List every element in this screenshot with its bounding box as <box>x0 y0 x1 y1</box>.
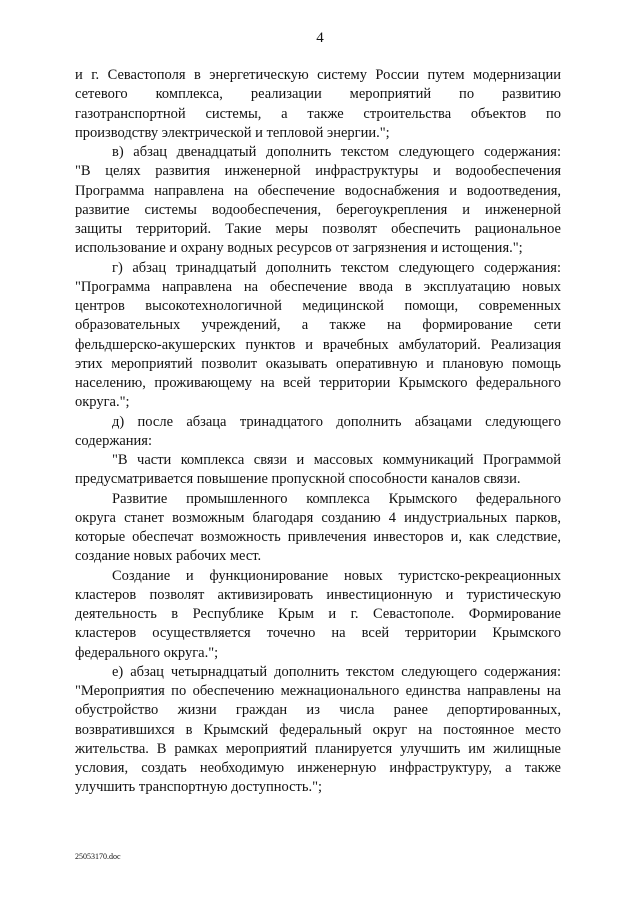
text-line: г) абзац тринадцатый дополнить текстом следующего содержания: <box>112 259 561 276</box>
text-line: жительства. В рамках мероприятий планируется улучшить им жилищные <box>75 740 561 757</box>
text-line: Программа направлена на обеспечение водоснабжения и водоотведения, <box>75 182 561 199</box>
paragraph <box>75 490 561 567</box>
text-line: федерального округа."; <box>75 644 219 661</box>
text-line: "В части комплекса связи и массовых коммуникаций Программой <box>112 452 561 468</box>
document-filename: 25053170.doc <box>75 852 121 861</box>
text-line: предусматривается повышение пропускной способности каналов связи. <box>75 471 521 488</box>
text-line: кластеров осуществляется точечно на всей территории Крымского <box>75 625 561 642</box>
text-line: в) абзац двенадцатый дополнить текстом следующего содержания: <box>112 144 561 160</box>
text-line: развитие системы водообеспечения, берегоукрепления и инженерной <box>75 201 561 218</box>
paragraph <box>75 567 561 663</box>
text-line: этих мероприятий позволит оказывать оперативную и плановую помощь <box>75 355 561 372</box>
paragraph <box>75 413 561 452</box>
text-line: округа."; <box>75 394 130 411</box>
text-line: округа станет возможным благодаря созданию 4 индустриальных парков, <box>75 509 561 526</box>
paragraph <box>75 66 561 143</box>
text-line: деятельность в Республике Крым и г. Севастополе. Формирование <box>75 606 561 622</box>
text-line: фельдшерско-акушерских пунктов и врачебных амбулаторий. Реализация <box>75 336 561 353</box>
text-line: "Мероприятия по обеспечению межнационального единства направлены на <box>75 683 561 699</box>
text-line: условия, создать необходимую инженерную инфраструктуру, а также <box>75 760 561 776</box>
text-line: "Программа направлена на обеспечение ввода в эксплуатацию новых <box>75 278 561 295</box>
text-line: содержания: <box>75 432 153 449</box>
paragraph <box>75 451 561 490</box>
text-line: газотранспортной системы, а также строительства объектов по <box>75 105 561 122</box>
document-body <box>75 66 561 798</box>
text-line: е) абзац четырнадцатый дополнить текстом следующего содержания: <box>112 663 561 680</box>
text-line: "В целях развития инженерной инфраструктуры и водообеспечения <box>75 163 561 180</box>
text-line: и г. Севастополя в энергетическую систему России путем модернизации <box>75 67 561 83</box>
text-line: д) после абзаца тринадцатого дополнить абзацами следующего <box>112 413 561 430</box>
text-line: образовательных учреждений, а также на формирование сети <box>75 317 561 334</box>
text-line: возвратившихся в Крымский федеральный округ на постоянное место <box>75 721 561 738</box>
text-line: Развитие промышленного комплекса Крымского федерального <box>112 490 561 507</box>
text-line: центров высокотехнологичной медицинской помощи, современных <box>75 298 561 314</box>
text-line: Создание и функционирование новых туристско-рекреационных <box>112 567 561 584</box>
text-line: населению, проживающему на всей территории Крымского федерального <box>75 375 561 391</box>
text-line: сетевого комплекса, реализации мероприятий по развитию <box>75 86 561 103</box>
text-line: производству электрической и тепловой энергии."; <box>75 124 390 141</box>
paragraph <box>75 663 561 798</box>
text-line: улучшить транспортную доступность."; <box>75 779 323 796</box>
page-number: 4 <box>316 30 324 46</box>
paragraph <box>75 259 561 413</box>
text-line: обустройство жизни граждан из числа ранее депортированных, <box>75 702 561 719</box>
text-line: кластеров позволят активизировать инвестиционную и туристическую <box>75 586 561 603</box>
text-line: использование и охрану водных ресурсов от загрязнения и истощения."; <box>75 240 523 257</box>
paragraph <box>75 143 561 259</box>
text-line: создание новых рабочих мест. <box>75 548 262 565</box>
text-line: защиты территорий. Такие меры позволят обеспечить рациональное <box>75 221 561 237</box>
text-line: которые обеспечат возможность привлечения инвесторов и, как следствие, <box>75 529 561 545</box>
